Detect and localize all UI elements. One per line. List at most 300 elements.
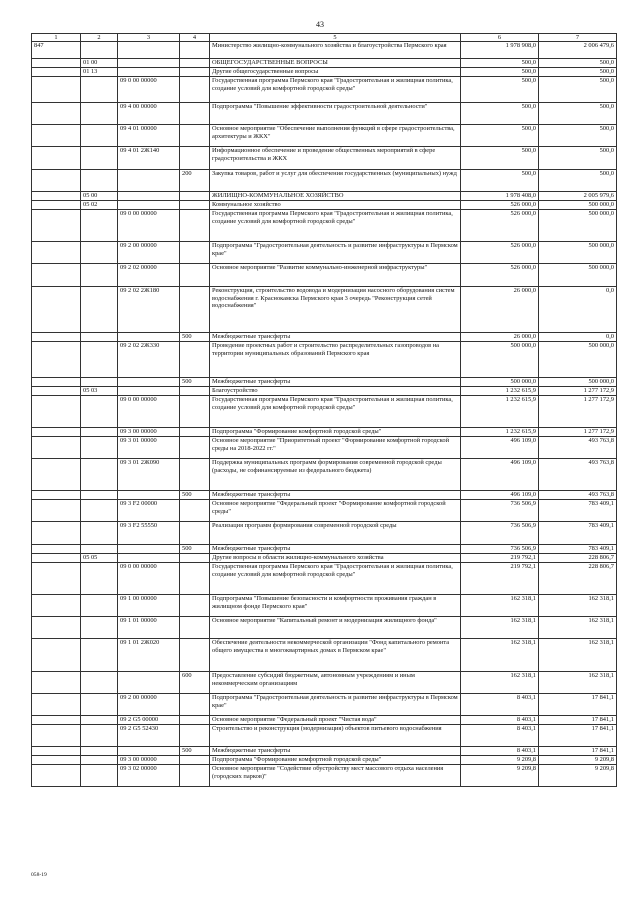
expense-type-cell bbox=[180, 59, 210, 68]
ministry-code-cell bbox=[32, 595, 81, 617]
expense-type-cell bbox=[180, 147, 210, 170]
target-article-cell bbox=[118, 192, 180, 201]
item-name-cell: Основное мероприятие "Федеральный проект "Формирование комфортной городской среды" bbox=[210, 500, 461, 522]
amount-year-1-cell: 736 506,9 bbox=[461, 522, 539, 545]
expense-type-cell bbox=[180, 242, 210, 264]
header-cell-3: 3 bbox=[118, 34, 180, 42]
section-code-cell: 05 02 bbox=[81, 201, 118, 210]
item-name-cell: Коммунальное хозяйство bbox=[210, 201, 461, 210]
section-code-cell bbox=[81, 103, 118, 125]
amount-year-2-cell: 500 000,0 bbox=[539, 201, 617, 210]
target-article-cell: 09 2 00 00000 bbox=[118, 242, 180, 264]
section-code-cell bbox=[81, 617, 118, 639]
target-article-cell: 09 3 F2 55550 bbox=[118, 522, 180, 545]
table-row bbox=[32, 68, 617, 77]
amount-year-2-cell: 162 318,1 bbox=[539, 617, 617, 639]
section-code-cell bbox=[81, 264, 118, 287]
amount-year-2-cell: 493 763,8 bbox=[539, 459, 617, 491]
target-article-cell bbox=[118, 545, 180, 554]
item-name-cell: Обеспечение деятельности некоммерческой организации "Фонд капитального ремонта общего имущества в многоквартирных домах в Пермском крае" bbox=[210, 639, 461, 672]
ministry-code-cell bbox=[32, 672, 81, 694]
expense-type-cell bbox=[180, 264, 210, 287]
expense-type-cell bbox=[180, 617, 210, 639]
target-article-cell: 09 2 00 00000 bbox=[118, 694, 180, 716]
amount-year-1-cell: 1 232 615,9 bbox=[461, 396, 539, 428]
amount-year-2-cell: 500 000,0 bbox=[539, 264, 617, 287]
item-name-cell: Закупка товаров, работ и услуг для обеспечения государственных (муниципальных) нужд bbox=[210, 170, 461, 192]
item-name-cell: Проведение проектных работ и строительство распределительных газопроводов на территории муниципальных образований Пермского края bbox=[210, 342, 461, 378]
item-name-cell: Благоустройство bbox=[210, 387, 461, 396]
expense-type-cell bbox=[180, 103, 210, 125]
expense-type-cell: 500 bbox=[180, 747, 210, 756]
section-code-cell: 05 05 bbox=[81, 554, 118, 563]
amount-year-1-cell: 8 403,1 bbox=[461, 725, 539, 747]
target-article-cell: 09 3 F2 00000 bbox=[118, 500, 180, 522]
amount-year-2-cell: 17 841,1 bbox=[539, 694, 617, 716]
amount-year-1-cell: 526 000,0 bbox=[461, 201, 539, 210]
target-article-cell: 09 2 G5 52430 bbox=[118, 725, 180, 747]
expense-type-cell bbox=[180, 765, 210, 787]
table-row bbox=[32, 264, 617, 287]
table-row bbox=[32, 756, 617, 765]
table-row bbox=[32, 563, 617, 595]
section-code-cell bbox=[81, 459, 118, 491]
section-code-cell bbox=[81, 42, 118, 59]
item-name-cell: Подпрограмма "Формирование комфортной городской среды" bbox=[210, 428, 461, 437]
header-cell-1: 1 bbox=[32, 34, 81, 42]
amount-year-2-cell: 783 409,1 bbox=[539, 545, 617, 554]
section-code-cell bbox=[81, 500, 118, 522]
item-name-cell: Межбюджетные трансферты bbox=[210, 747, 461, 756]
expense-type-cell bbox=[180, 756, 210, 765]
expense-type-cell bbox=[180, 287, 210, 333]
ministry-code-cell bbox=[32, 725, 81, 747]
item-name-cell: Межбюджетные трансферты bbox=[210, 333, 461, 342]
amount-year-1-cell: 500,0 bbox=[461, 77, 539, 103]
target-article-cell: 09 0 00 00000 bbox=[118, 396, 180, 428]
amount-year-1-cell: 496 109,0 bbox=[461, 491, 539, 500]
page-number: 43 bbox=[316, 20, 324, 29]
target-article-cell bbox=[118, 59, 180, 68]
ministry-code-cell bbox=[32, 545, 81, 554]
table-row bbox=[32, 192, 617, 201]
table-row bbox=[32, 672, 617, 694]
item-name-cell: Подпрограмма "Градостроительная деятельность и развитие инфраструктуры в Пермском крае" bbox=[210, 242, 461, 264]
amount-year-2-cell: 9 209,8 bbox=[539, 765, 617, 787]
expense-type-cell bbox=[180, 554, 210, 563]
header-cell-6: 6 bbox=[461, 34, 539, 42]
ministry-code-cell bbox=[32, 716, 81, 725]
target-article-cell: 09 2 02 2Ж180 bbox=[118, 287, 180, 333]
amount-year-2-cell: 162 318,1 bbox=[539, 639, 617, 672]
expense-type-cell bbox=[180, 428, 210, 437]
amount-year-2-cell: 2 006 479,6 bbox=[539, 42, 617, 59]
expense-type-cell bbox=[180, 563, 210, 595]
expense-type-cell bbox=[180, 68, 210, 77]
ministry-code-cell bbox=[32, 765, 81, 787]
amount-year-1-cell: 500,0 bbox=[461, 103, 539, 125]
target-article-cell: 09 2 02 00000 bbox=[118, 264, 180, 287]
item-name-cell: Реконструкция, строительство водовода и модернизация насосного оборудования систем водоснабжения г. Краснокамска Пермского края 3 очередь "Реконструкция сетей водоснабжения" bbox=[210, 287, 461, 333]
amount-year-2-cell: 783 409,1 bbox=[539, 500, 617, 522]
table-row bbox=[32, 554, 617, 563]
section-code-cell: 01 00 bbox=[81, 59, 118, 68]
table-row bbox=[32, 333, 617, 342]
amount-year-1-cell: 526 000,0 bbox=[461, 242, 539, 264]
item-name-cell: Основное мероприятие "Развитие коммунально-инженерной инфраструктуры" bbox=[210, 264, 461, 287]
amount-year-1-cell: 1 232 615,9 bbox=[461, 428, 539, 437]
expense-type-cell bbox=[180, 500, 210, 522]
ministry-code-cell bbox=[32, 333, 81, 342]
section-code-cell: 01 13 bbox=[81, 68, 118, 77]
amount-year-2-cell: 17 841,1 bbox=[539, 747, 617, 756]
section-code-cell bbox=[81, 170, 118, 192]
ministry-code-cell bbox=[32, 192, 81, 201]
target-article-cell bbox=[118, 387, 180, 396]
budget-table bbox=[31, 33, 617, 787]
item-name-cell: Строительство и реконструкция (модернизация) объектов питьевого водоснабжения bbox=[210, 725, 461, 747]
target-article-cell: 09 1 01 00000 bbox=[118, 617, 180, 639]
target-article-cell bbox=[118, 42, 180, 59]
ministry-code-cell bbox=[32, 459, 81, 491]
ministry-code-cell bbox=[32, 437, 81, 459]
amount-year-2-cell: 500,0 bbox=[539, 59, 617, 68]
expense-type-cell: 600 bbox=[180, 672, 210, 694]
section-code-cell bbox=[81, 428, 118, 437]
amount-year-2-cell: 162 318,1 bbox=[539, 672, 617, 694]
ministry-code-cell bbox=[32, 210, 81, 242]
target-article-cell bbox=[118, 747, 180, 756]
header-cell-5: 5 bbox=[210, 34, 461, 42]
target-article-cell bbox=[118, 68, 180, 77]
amount-year-1-cell: 162 318,1 bbox=[461, 595, 539, 617]
amount-year-1-cell: 8 403,1 bbox=[461, 694, 539, 716]
ministry-code-cell bbox=[32, 125, 81, 147]
target-article-cell: 09 1 00 00000 bbox=[118, 595, 180, 617]
target-article-cell: 09 1 01 2Ж020 bbox=[118, 639, 180, 672]
ministry-code-cell bbox=[32, 396, 81, 428]
table-row bbox=[32, 242, 617, 264]
item-name-cell: Основное мероприятие "Обеспечение выполнения функций в сфере градостроительства, архитектуры и ЖКХ" bbox=[210, 125, 461, 147]
ministry-code-cell bbox=[32, 387, 81, 396]
amount-year-2-cell: 783 409,1 bbox=[539, 522, 617, 545]
header-cell-4: 4 bbox=[180, 34, 210, 42]
table-row bbox=[32, 725, 617, 747]
target-article-cell: 09 4 01 2Ж140 bbox=[118, 147, 180, 170]
item-name-cell: Информационное обеспечение и проведение общественных мероприятий в сфере градостроительства и ЖКХ bbox=[210, 147, 461, 170]
ministry-code-cell bbox=[32, 639, 81, 672]
ministry-code-cell bbox=[32, 694, 81, 716]
section-code-cell bbox=[81, 765, 118, 787]
ministry-code-cell bbox=[32, 747, 81, 756]
expense-type-cell bbox=[180, 387, 210, 396]
amount-year-1-cell: 26 000,0 bbox=[461, 333, 539, 342]
amount-year-1-cell: 8 403,1 bbox=[461, 747, 539, 756]
table-row bbox=[32, 522, 617, 545]
amount-year-1-cell: 26 000,0 bbox=[461, 287, 539, 333]
target-article-cell: 09 3 00 00000 bbox=[118, 428, 180, 437]
target-article-cell: 09 0 00 00000 bbox=[118, 563, 180, 595]
table-row bbox=[32, 378, 617, 387]
table-row bbox=[32, 147, 617, 170]
item-name-cell: Подпрограмма "Градостроительная деятельность и развитие инфраструктуры в Пермском крае" bbox=[210, 694, 461, 716]
ministry-code-cell bbox=[32, 428, 81, 437]
expense-type-cell bbox=[180, 42, 210, 59]
table-row bbox=[32, 396, 617, 428]
section-code-cell bbox=[81, 125, 118, 147]
table-row bbox=[32, 125, 617, 147]
section-code-cell bbox=[81, 396, 118, 428]
table-row bbox=[32, 103, 617, 125]
section-code-cell bbox=[81, 694, 118, 716]
table-row bbox=[32, 595, 617, 617]
amount-year-1-cell: 1 232 615,9 bbox=[461, 387, 539, 396]
amount-year-2-cell: 500,0 bbox=[539, 103, 617, 125]
section-code-cell bbox=[81, 545, 118, 554]
ministry-code-cell bbox=[32, 500, 81, 522]
footer-code: 058-19 bbox=[31, 872, 47, 878]
amount-year-1-cell: 162 318,1 bbox=[461, 639, 539, 672]
section-code-cell bbox=[81, 77, 118, 103]
item-name-cell: Основное мероприятие "Федеральный проект "Чистая вода" bbox=[210, 716, 461, 725]
amount-year-1-cell: 500 000,0 bbox=[461, 342, 539, 378]
section-code-cell bbox=[81, 242, 118, 264]
amount-year-1-cell: 736 506,9 bbox=[461, 545, 539, 554]
section-code-cell bbox=[81, 287, 118, 333]
ministry-code-cell bbox=[32, 563, 81, 595]
table-body bbox=[32, 42, 617, 787]
table-row bbox=[32, 500, 617, 522]
amount-year-2-cell: 493 763,8 bbox=[539, 437, 617, 459]
ministry-code-cell bbox=[32, 201, 81, 210]
ministry-code-cell bbox=[32, 103, 81, 125]
amount-year-2-cell: 1 277 172,9 bbox=[539, 396, 617, 428]
expense-type-cell bbox=[180, 639, 210, 672]
target-article-cell: 09 2 G5 00000 bbox=[118, 716, 180, 725]
amount-year-2-cell: 228 806,7 bbox=[539, 554, 617, 563]
amount-year-2-cell: 162 318,1 bbox=[539, 595, 617, 617]
ministry-code-cell bbox=[32, 554, 81, 563]
table-row bbox=[32, 459, 617, 491]
amount-year-1-cell: 9 209,8 bbox=[461, 756, 539, 765]
ministry-code-cell bbox=[32, 287, 81, 333]
expense-type-cell bbox=[180, 210, 210, 242]
table-row bbox=[32, 639, 617, 672]
section-code-cell bbox=[81, 639, 118, 672]
amount-year-2-cell: 17 841,1 bbox=[539, 725, 617, 747]
ministry-code-cell bbox=[32, 264, 81, 287]
amount-year-2-cell: 17 841,1 bbox=[539, 716, 617, 725]
table-row bbox=[32, 716, 617, 725]
target-article-cell bbox=[118, 201, 180, 210]
target-article-cell: 09 4 01 00000 bbox=[118, 125, 180, 147]
table-row bbox=[32, 287, 617, 333]
amount-year-1-cell: 526 000,0 bbox=[461, 264, 539, 287]
amount-year-2-cell: 0,0 bbox=[539, 333, 617, 342]
item-name-cell: Другие вопросы в области жилищно-коммунального хозяйства bbox=[210, 554, 461, 563]
amount-year-2-cell: 500,0 bbox=[539, 68, 617, 77]
ministry-code-cell bbox=[32, 491, 81, 500]
section-code-cell bbox=[81, 563, 118, 595]
target-article-cell bbox=[118, 672, 180, 694]
ministry-code-cell bbox=[32, 242, 81, 264]
table-header-row bbox=[32, 34, 617, 42]
table-row bbox=[32, 694, 617, 716]
expense-type-cell bbox=[180, 716, 210, 725]
amount-year-1-cell: 500,0 bbox=[461, 147, 539, 170]
expense-type-cell bbox=[180, 437, 210, 459]
amount-year-1-cell: 500,0 bbox=[461, 68, 539, 77]
amount-year-2-cell: 493 763,8 bbox=[539, 491, 617, 500]
table-row bbox=[32, 545, 617, 554]
target-article-cell: 09 0 00 00000 bbox=[118, 77, 180, 103]
target-article-cell: 09 2 02 2Ж330 bbox=[118, 342, 180, 378]
amount-year-2-cell: 500,0 bbox=[539, 170, 617, 192]
header-cell-7: 7 bbox=[539, 34, 617, 42]
expense-type-cell bbox=[180, 77, 210, 103]
item-name-cell: Основное мероприятие "Содействие обустройству мест массового отдыха населения (городских парков)" bbox=[210, 765, 461, 787]
section-code-cell bbox=[81, 491, 118, 500]
expense-type-cell: 500 bbox=[180, 491, 210, 500]
amount-year-1-cell: 219 792,1 bbox=[461, 563, 539, 595]
expense-type-cell bbox=[180, 595, 210, 617]
item-name-cell: Межбюджетные трансферты bbox=[210, 378, 461, 387]
ministry-code-cell bbox=[32, 77, 81, 103]
amount-year-1-cell: 526 000,0 bbox=[461, 210, 539, 242]
table-row bbox=[32, 201, 617, 210]
expense-type-cell bbox=[180, 125, 210, 147]
amount-year-1-cell: 162 318,1 bbox=[461, 617, 539, 639]
expense-type-cell: 500 bbox=[180, 333, 210, 342]
amount-year-2-cell: 500,0 bbox=[539, 125, 617, 147]
amount-year-1-cell: 8 403,1 bbox=[461, 716, 539, 725]
amount-year-2-cell: 500 000,0 bbox=[539, 242, 617, 264]
item-name-cell: Подпрограмма "Формирование комфортной городской среды" bbox=[210, 756, 461, 765]
amount-year-2-cell: 2 005 979,6 bbox=[539, 192, 617, 201]
amount-year-1-cell: 496 109,0 bbox=[461, 437, 539, 459]
item-name-cell: Государственная программа Пермского края "Градостроительная и жилищная политика, создание условий для комфортной городской среды" bbox=[210, 77, 461, 103]
expense-type-cell bbox=[180, 459, 210, 491]
table-row bbox=[32, 59, 617, 68]
expense-type-cell bbox=[180, 342, 210, 378]
item-name-cell: Реализация программ формирования современной городской среды bbox=[210, 522, 461, 545]
ministry-code-cell bbox=[32, 170, 81, 192]
amount-year-1-cell: 496 109,0 bbox=[461, 459, 539, 491]
section-code-cell bbox=[81, 210, 118, 242]
target-article-cell bbox=[118, 554, 180, 563]
amount-year-2-cell: 500 000,0 bbox=[539, 342, 617, 378]
header-cell-2: 2 bbox=[81, 34, 118, 42]
section-code-cell bbox=[81, 725, 118, 747]
ministry-code-cell bbox=[32, 68, 81, 77]
table-row bbox=[32, 617, 617, 639]
item-name-cell: Министерство жилищно-коммунального хозяйства и благоустройства Пермского края bbox=[210, 42, 461, 59]
section-code-cell bbox=[81, 333, 118, 342]
section-code-cell bbox=[81, 147, 118, 170]
item-name-cell: Основное мероприятие "Приоритетный проект "Формирование комфортной городской среды на 2018-2022 гг." bbox=[210, 437, 461, 459]
section-code-cell bbox=[81, 595, 118, 617]
section-code-cell: 05 03 bbox=[81, 387, 118, 396]
item-name-cell: Подпрограмма "Повышение эффективности градостроительной деятельности" bbox=[210, 103, 461, 125]
section-code-cell bbox=[81, 522, 118, 545]
item-name-cell: Поддержка муниципальных программ формирования современной городской среды (расходы, не софинансируемые из федерального бюджета) bbox=[210, 459, 461, 491]
target-article-cell: 09 0 00 00000 bbox=[118, 210, 180, 242]
amount-year-2-cell: 0,0 bbox=[539, 287, 617, 333]
amount-year-1-cell: 500,0 bbox=[461, 125, 539, 147]
item-name-cell: Предоставление субсидий бюджетным, автономным учреждениям и иным некоммерческим организациям bbox=[210, 672, 461, 694]
target-article-cell: 09 3 01 2Ж090 bbox=[118, 459, 180, 491]
table-row bbox=[32, 437, 617, 459]
expense-type-cell bbox=[180, 694, 210, 716]
table-row bbox=[32, 42, 617, 59]
item-name-cell: Государственная программа Пермского края "Градостроительная и жилищная политика, создание условий для комфортной городской среды" bbox=[210, 563, 461, 595]
amount-year-2-cell: 1 277 172,9 bbox=[539, 387, 617, 396]
ministry-code-cell bbox=[32, 522, 81, 545]
amount-year-2-cell: 500,0 bbox=[539, 77, 617, 103]
item-name-cell: Другие общегосударственные вопросы bbox=[210, 68, 461, 77]
table-row bbox=[32, 387, 617, 396]
section-code-cell bbox=[81, 747, 118, 756]
target-article-cell: 09 3 02 00000 bbox=[118, 765, 180, 787]
target-article-cell: 09 4 00 00000 bbox=[118, 103, 180, 125]
amount-year-1-cell: 9 209,8 bbox=[461, 765, 539, 787]
expense-type-cell: 200 bbox=[180, 170, 210, 192]
expense-type-cell: 500 bbox=[180, 545, 210, 554]
ministry-code-cell: 847 bbox=[32, 42, 81, 59]
target-article-cell bbox=[118, 378, 180, 387]
expense-type-cell bbox=[180, 192, 210, 201]
target-article-cell: 09 3 00 00000 bbox=[118, 756, 180, 765]
target-article-cell bbox=[118, 333, 180, 342]
amount-year-1-cell: 1 978 408,0 bbox=[461, 192, 539, 201]
amount-year-1-cell: 1 978 908,0 bbox=[461, 42, 539, 59]
item-name-cell: ЖИЛИЩНО-КОММУНАЛЬНОЕ ХОЗЯЙСТВО bbox=[210, 192, 461, 201]
ministry-code-cell bbox=[32, 756, 81, 765]
section-code-cell bbox=[81, 378, 118, 387]
table-row bbox=[32, 747, 617, 756]
expense-type-cell bbox=[180, 396, 210, 428]
target-article-cell bbox=[118, 170, 180, 192]
table-row bbox=[32, 491, 617, 500]
section-code-cell bbox=[81, 756, 118, 765]
table-row bbox=[32, 765, 617, 787]
table-row bbox=[32, 428, 617, 437]
section-code-cell: 05 00 bbox=[81, 192, 118, 201]
target-article-cell bbox=[118, 491, 180, 500]
amount-year-1-cell: 500,0 bbox=[461, 59, 539, 68]
ministry-code-cell bbox=[32, 147, 81, 170]
section-code-cell bbox=[81, 716, 118, 725]
amount-year-1-cell: 162 318,1 bbox=[461, 672, 539, 694]
expense-type-cell bbox=[180, 725, 210, 747]
item-name-cell: Основное мероприятие "Капитальный ремонт и модернизация жилищного фонда" bbox=[210, 617, 461, 639]
amount-year-2-cell: 9 209,8 bbox=[539, 756, 617, 765]
amount-year-2-cell: 1 277 172,9 bbox=[539, 428, 617, 437]
table-row bbox=[32, 342, 617, 378]
ministry-code-cell bbox=[32, 342, 81, 378]
expense-type-cell bbox=[180, 201, 210, 210]
target-article-cell: 09 3 01 00000 bbox=[118, 437, 180, 459]
table-row bbox=[32, 210, 617, 242]
expense-type-cell: 500 bbox=[180, 378, 210, 387]
item-name-cell: Государственная программа Пермского края "Градостроительная и жилищная политика, создание условий для комфортной городской среды" bbox=[210, 396, 461, 428]
amount-year-2-cell: 500 000,0 bbox=[539, 378, 617, 387]
section-code-cell bbox=[81, 342, 118, 378]
amount-year-2-cell: 228 806,7 bbox=[539, 563, 617, 595]
expense-type-cell bbox=[180, 522, 210, 545]
amount-year-1-cell: 500 000,0 bbox=[461, 378, 539, 387]
ministry-code-cell bbox=[32, 59, 81, 68]
